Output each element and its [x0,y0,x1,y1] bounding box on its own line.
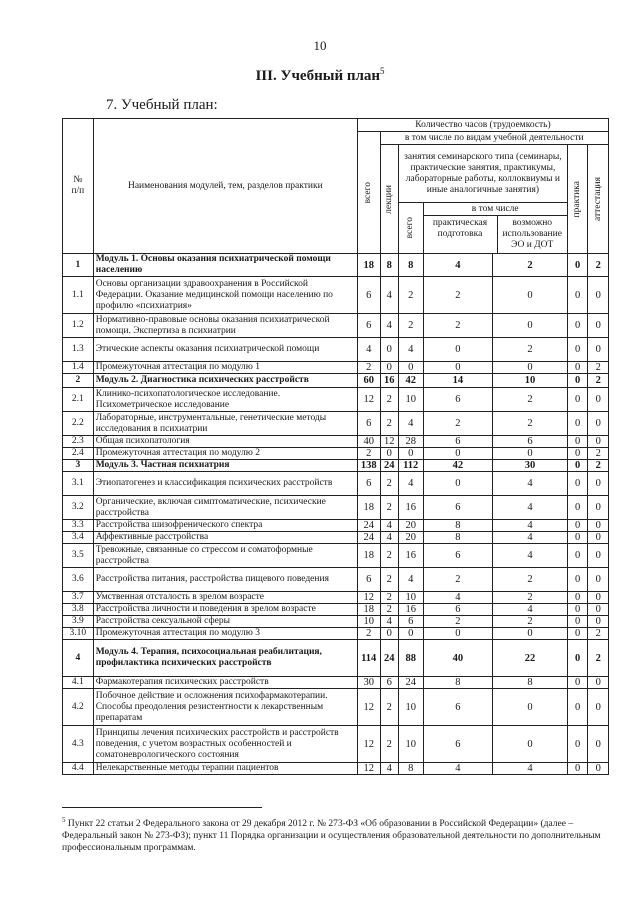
cell-eo: 2 [493,592,568,604]
cell-lec: 4 [380,277,398,314]
cell-sem: 0 [398,448,423,460]
cell-name: Расстройства сексуальной сферы [93,616,357,628]
table-body [63,254,609,775]
header-seminars: занятия семинарского типа (семинары, практические занятия, практикумы, лабораторные работы, коллоквиумы и иные аналогичные занятия) [398,145,567,203]
header-sem-total-text: всего [405,217,416,239]
cell-pp: 40 [423,640,493,677]
cell-sem: 16 [398,604,423,616]
cell-pp: 6 [423,689,493,726]
cell-name: Модуль 2. Диагностика психических расстройств [93,374,357,388]
header-total-text: всего [363,181,374,204]
table-row [63,362,609,374]
cell-no: 4.4 [63,763,94,775]
cell-eo: 4 [493,544,568,568]
cell-total: 6 [357,314,380,338]
cell-name: Расстройства личности и поведения в зрелом возрасте [93,604,357,616]
cell-total: 2 [357,628,380,640]
cell-eo: 4 [493,604,568,616]
header-total [357,132,380,254]
header-by-type: в том числе по видам учебной деятельности [380,132,609,145]
cell-sem: 10 [398,726,423,763]
cell-at: 0 [588,689,609,726]
cell-lec: 0 [380,338,398,362]
table-row [63,472,609,496]
cell-total: 114 [357,640,380,677]
cell-name: Промежуточная аттестация по модулю 1 [93,362,357,374]
header-practical-training: практическая подготовка [424,216,498,253]
cell-lec: 24 [380,460,398,472]
cell-eo: 2 [493,616,568,628]
cell-name: Расстройства шизофренического спектра [93,520,357,532]
cell-pr: 0 [567,448,587,460]
cell-at: 0 [588,568,609,592]
cell-sem: 112 [398,460,423,472]
cell-at: 2 [588,628,609,640]
cell-total: 6 [357,277,380,314]
cell-name: Промежуточная аттестация по модулю 2 [93,448,357,460]
cell-at: 0 [588,763,609,775]
cell-lec: 2 [380,689,398,726]
cell-total: 2 [357,362,380,374]
cell-eo: 0 [493,628,568,640]
cell-no: 4.3 [63,726,94,763]
cell-name: Тревожные, связанные со стрессом и соматоформные расстройства [93,544,357,568]
cell-pp: 4 [423,254,493,277]
cell-sem: 0 [398,362,423,374]
cell-no: 3.8 [63,604,94,616]
table-row [63,460,609,472]
cell-sem: 20 [398,532,423,544]
cell-sem: 4 [398,338,423,362]
cell-pr: 0 [567,763,587,775]
header-sem-total [398,203,423,254]
header-incl [423,203,567,254]
subtitle: 7. Учебный план: [106,97,218,113]
cell-pp: 6 [423,726,493,763]
table-row [63,314,609,338]
cell-pp: 8 [423,532,493,544]
cell-sem: 88 [398,640,423,677]
cell-sem: 0 [398,628,423,640]
header-lectures-text: лекции [383,184,394,214]
table-row [63,640,609,677]
header-attestation [588,145,609,254]
cell-name: Клинико-психопатологическое исследование. Психометрическое исследование [93,388,357,412]
cell-lec: 4 [380,532,398,544]
cell-pr: 0 [567,460,587,472]
cell-eo: 22 [493,640,568,677]
cell-lec: 4 [380,314,398,338]
cell-no: 1 [63,254,94,277]
footnote-ref: 5 [380,66,385,76]
cell-no: 2.3 [63,436,94,448]
cell-lec: 4 [380,520,398,532]
cell-eo: 0 [493,314,568,338]
header-lectures [380,145,398,254]
table-row [63,520,609,532]
cell-lec: 2 [380,388,398,412]
cell-pr: 0 [567,592,587,604]
cell-lec: 0 [380,628,398,640]
cell-pp: 2 [423,314,493,338]
cell-lec: 16 [380,374,398,388]
cell-total: 24 [357,520,380,532]
cell-no: 1.4 [63,362,94,374]
cell-no: 2 [63,374,94,388]
table-row [63,436,609,448]
cell-no: 3 [63,460,94,472]
cell-sem: 16 [398,544,423,568]
cell-lec: 8 [380,254,398,277]
cell-pp: 0 [423,472,493,496]
cell-lec: 2 [380,496,398,520]
cell-total: 60 [357,374,380,388]
cell-sem: 6 [398,616,423,628]
cell-total: 18 [357,544,380,568]
cell-at: 0 [588,726,609,763]
cell-pr: 0 [567,338,587,362]
cell-at: 0 [588,532,609,544]
cell-no: 1.1 [63,277,94,314]
header-attestation-text: аттестация [592,177,603,221]
cell-no: 2.1 [63,388,94,412]
footnote [62,814,610,854]
cell-pp: 0 [423,628,493,640]
cell-no: 3.9 [63,616,94,628]
cell-name: Модуль 3. Частная психиатрия [93,460,357,472]
cell-total: 4 [357,338,380,362]
table-row [63,616,609,628]
table-row [63,532,609,544]
cell-sem: 2 [398,314,423,338]
cell-at: 0 [588,677,609,689]
cell-at: 0 [588,314,609,338]
cell-pp: 4 [423,763,493,775]
header-incl-sub [424,216,567,253]
cell-at: 0 [588,496,609,520]
cell-name: Общая психопатология [93,436,357,448]
cell-pr: 0 [567,374,587,388]
cell-at: 0 [588,592,609,604]
cell-lec: 2 [380,726,398,763]
cell-pp: 0 [423,448,493,460]
cell-name: Этиопатогенез и классификация психических расстройств [93,472,357,496]
cell-name: Нелекарственные методы терапии пациентов [93,763,357,775]
table-row [63,544,609,568]
cell-pr: 0 [567,436,587,448]
cell-no: 2.2 [63,412,94,436]
cell-sem: 10 [398,592,423,604]
cell-eo: 0 [493,448,568,460]
table-row [63,677,609,689]
cell-sem: 20 [398,520,423,532]
cell-lec: 4 [380,763,398,775]
cell-sem: 42 [398,374,423,388]
cell-eo: 2 [493,388,568,412]
cell-pp: 8 [423,520,493,532]
cell-eo: 2 [493,568,568,592]
cell-lec: 2 [380,472,398,496]
header-practice [567,145,587,254]
cell-at: 2 [588,460,609,472]
cell-eo: 0 [493,726,568,763]
cell-no: 3.5 [63,544,94,568]
cell-no: 4.2 [63,689,94,726]
cell-pr: 0 [567,616,587,628]
header-eo-dot: возможно использование ЭО и ДОТ [502,218,562,250]
cell-lec: 0 [380,362,398,374]
cell-name: Расстройства питания, расстройства пищевого поведения [93,568,357,592]
table-row [63,277,609,314]
header-name: Наименования модулей, тем, разделов практики [93,119,357,254]
cell-no: 4 [63,640,94,677]
table-row [63,763,609,775]
cell-eo: 30 [493,460,568,472]
table-row [63,496,609,520]
header-incl-label: в том числе [424,203,567,216]
cell-total: 18 [357,496,380,520]
cell-lec: 12 [380,436,398,448]
table-row [63,592,609,604]
cell-at: 0 [588,604,609,616]
cell-lec: 24 [380,640,398,677]
cell-no: 1.3 [63,338,94,362]
cell-at: 2 [588,374,609,388]
page-number: 10 [313,38,327,53]
cell-eo: 0 [493,362,568,374]
cell-eo: 4 [493,472,568,496]
cell-eo: 4 [493,496,568,520]
cell-sem: 4 [398,568,423,592]
header-practice-text: практика [572,180,583,218]
cell-at: 2 [588,640,609,677]
cell-pp: 2 [423,277,493,314]
cell-name: Модуль 1. Основы оказания психиатрической помощи населению [93,254,357,277]
cell-no: 3.1 [63,472,94,496]
cell-pr: 0 [567,520,587,532]
table-row [63,568,609,592]
cell-lec: 2 [380,568,398,592]
table-row [63,388,609,412]
cell-at: 0 [588,544,609,568]
cell-at: 0 [588,436,609,448]
cell-total: 2 [357,448,380,460]
table-row [63,374,609,388]
cell-at: 0 [588,616,609,628]
cell-name: Принципы лечения психических расстройств и расстройств поведения, с учетом возрастных особенностей и соматоневрологического состояния [93,726,357,763]
cell-lec: 6 [380,677,398,689]
cell-lec: 2 [380,604,398,616]
cell-name: Основы организации здравоохранения в Российской Федерации. Оказание медицинской помощи населению по профилю «психиатрия» [93,277,357,314]
cell-eo: 4 [493,520,568,532]
cell-lec: 0 [380,448,398,460]
cell-total: 12 [357,388,380,412]
cell-at: 2 [588,448,609,460]
cell-at: 2 [588,362,609,374]
cell-lec: 4 [380,616,398,628]
cell-pp: 2 [423,412,493,436]
footnote-mark: 5 [62,816,66,824]
cell-pr: 0 [567,532,587,544]
cell-name: Промежуточная аттестация по модулю 3 [93,628,357,640]
cell-pr: 0 [567,362,587,374]
cell-sem: 4 [398,472,423,496]
cell-pp: 0 [423,338,493,362]
cell-total: 12 [357,592,380,604]
cell-name: Побочное действие и осложнения психофармакотерапии. Способы преодоления резистентности к лекарственным препаратам [93,689,357,726]
cell-at: 0 [588,520,609,532]
cell-name: Умственная отсталость в зрелом возрасте [93,592,357,604]
cell-pr: 0 [567,628,587,640]
cell-eo: 2 [493,412,568,436]
cell-total: 40 [357,436,380,448]
cell-pp: 6 [423,496,493,520]
cell-pp: 8 [423,677,493,689]
cell-at: 0 [588,338,609,362]
cell-at: 2 [588,254,609,277]
cell-total: 12 [357,689,380,726]
cell-pr: 0 [567,677,587,689]
cell-lec: 2 [380,412,398,436]
cell-no: 4.1 [63,677,94,689]
table-row [63,689,609,726]
cell-pr: 0 [567,388,587,412]
cell-no: 3.2 [63,496,94,520]
curriculum-table [62,118,609,775]
cell-eo: 0 [493,689,568,726]
table-row [63,254,609,277]
cell-pp: 14 [423,374,493,388]
cell-sem: 16 [398,496,423,520]
cell-eo: 4 [493,532,568,544]
footnote-divider [62,807,262,808]
cell-at: 0 [588,388,609,412]
cell-eo: 0 [493,277,568,314]
cell-pp: 2 [423,568,493,592]
cell-at: 0 [588,277,609,314]
cell-total: 6 [357,568,380,592]
cell-pr: 0 [567,689,587,726]
cell-eo: 4 [493,763,568,775]
cell-pr: 0 [567,254,587,277]
cell-at: 0 [588,472,609,496]
cell-total: 138 [357,460,380,472]
cell-pr: 0 [567,544,587,568]
cell-sem: 10 [398,689,423,726]
cell-pp: 6 [423,388,493,412]
cell-sem: 10 [398,388,423,412]
cell-total: 30 [357,677,380,689]
cell-pr: 0 [567,412,587,436]
cell-pp: 6 [423,544,493,568]
cell-pr: 0 [567,726,587,763]
cell-pr: 0 [567,496,587,520]
cell-lec: 2 [380,592,398,604]
cell-pr: 0 [567,314,587,338]
cell-total: 6 [357,472,380,496]
table-row [63,628,609,640]
section-title-text: III. Учебный план [255,68,381,84]
cell-no: 3.3 [63,520,94,532]
table-row [63,726,609,763]
cell-name: Модуль 4. Терапия, психосоциальная реабилитация, профилактика психических расстройств [93,640,357,677]
cell-total: 10 [357,616,380,628]
cell-no: 3.10 [63,628,94,640]
cell-name: Фармакотерапия психических расстройств [93,677,357,689]
cell-sem: 8 [398,254,423,277]
cell-eo: 2 [493,338,568,362]
cell-name: Аффективные расстройства [93,532,357,544]
cell-total: 6 [357,412,380,436]
cell-pp: 6 [423,436,493,448]
cell-pr: 0 [567,277,587,314]
cell-name: Этические аспекты оказания психиатрической помощи [93,338,357,362]
cell-no: 1.2 [63,314,94,338]
cell-pp: 42 [423,460,493,472]
cell-total: 24 [357,532,380,544]
cell-no: 3.4 [63,532,94,544]
cell-pr: 0 [567,640,587,677]
cell-pp: 4 [423,592,493,604]
cell-name: Нормативно-правовые основы оказания психиатрической помощи. Экспертиза в психиатрии [93,314,357,338]
cell-sem: 8 [398,763,423,775]
table-row [63,448,609,460]
footnote-text: Пункт 22 статьи 2 Федерального закона от 29 декабря 2012 г. № 273-ФЗ «Об образовании в Российской Федерации» (далее – Федеральный закон № 273-ФЗ); пункт 11 Порядка организации и осуществления образовательной деятельности по дополнительным профессиональным программам. [62,819,601,854]
cell-lec: 2 [380,544,398,568]
table-row [63,604,609,616]
cell-total: 12 [357,763,380,775]
cell-pp: 0 [423,362,493,374]
cell-sem: 2 [398,277,423,314]
cell-eo: 8 [493,677,568,689]
cell-name: Органические, включая симптоматические, психические расстройства [93,496,357,520]
cell-no: 2.4 [63,448,94,460]
cell-total: 18 [357,254,380,277]
cell-pr: 0 [567,472,587,496]
cell-pr: 0 [567,604,587,616]
table-row [63,338,609,362]
header-no: № п/п [63,119,94,254]
cell-name: Лабораторные, инструментальные, генетические методы исследования в психиатрии [93,412,357,436]
cell-no: 3.6 [63,568,94,592]
cell-sem: 28 [398,436,423,448]
cell-sem: 24 [398,677,423,689]
cell-pp: 6 [423,604,493,616]
cell-pr: 0 [567,568,587,592]
table-row [63,412,609,436]
cell-total: 18 [357,604,380,616]
header-hours: Количество часов (трудоемкость) [357,119,608,132]
cell-at: 0 [588,412,609,436]
section-title [0,66,640,85]
cell-pp: 2 [423,616,493,628]
cell-total: 12 [357,726,380,763]
cell-eo: 10 [493,374,568,388]
cell-no: 3.7 [63,592,94,604]
cell-eo: 2 [493,254,568,277]
cell-eo: 6 [493,436,568,448]
cell-sem: 4 [398,412,423,436]
